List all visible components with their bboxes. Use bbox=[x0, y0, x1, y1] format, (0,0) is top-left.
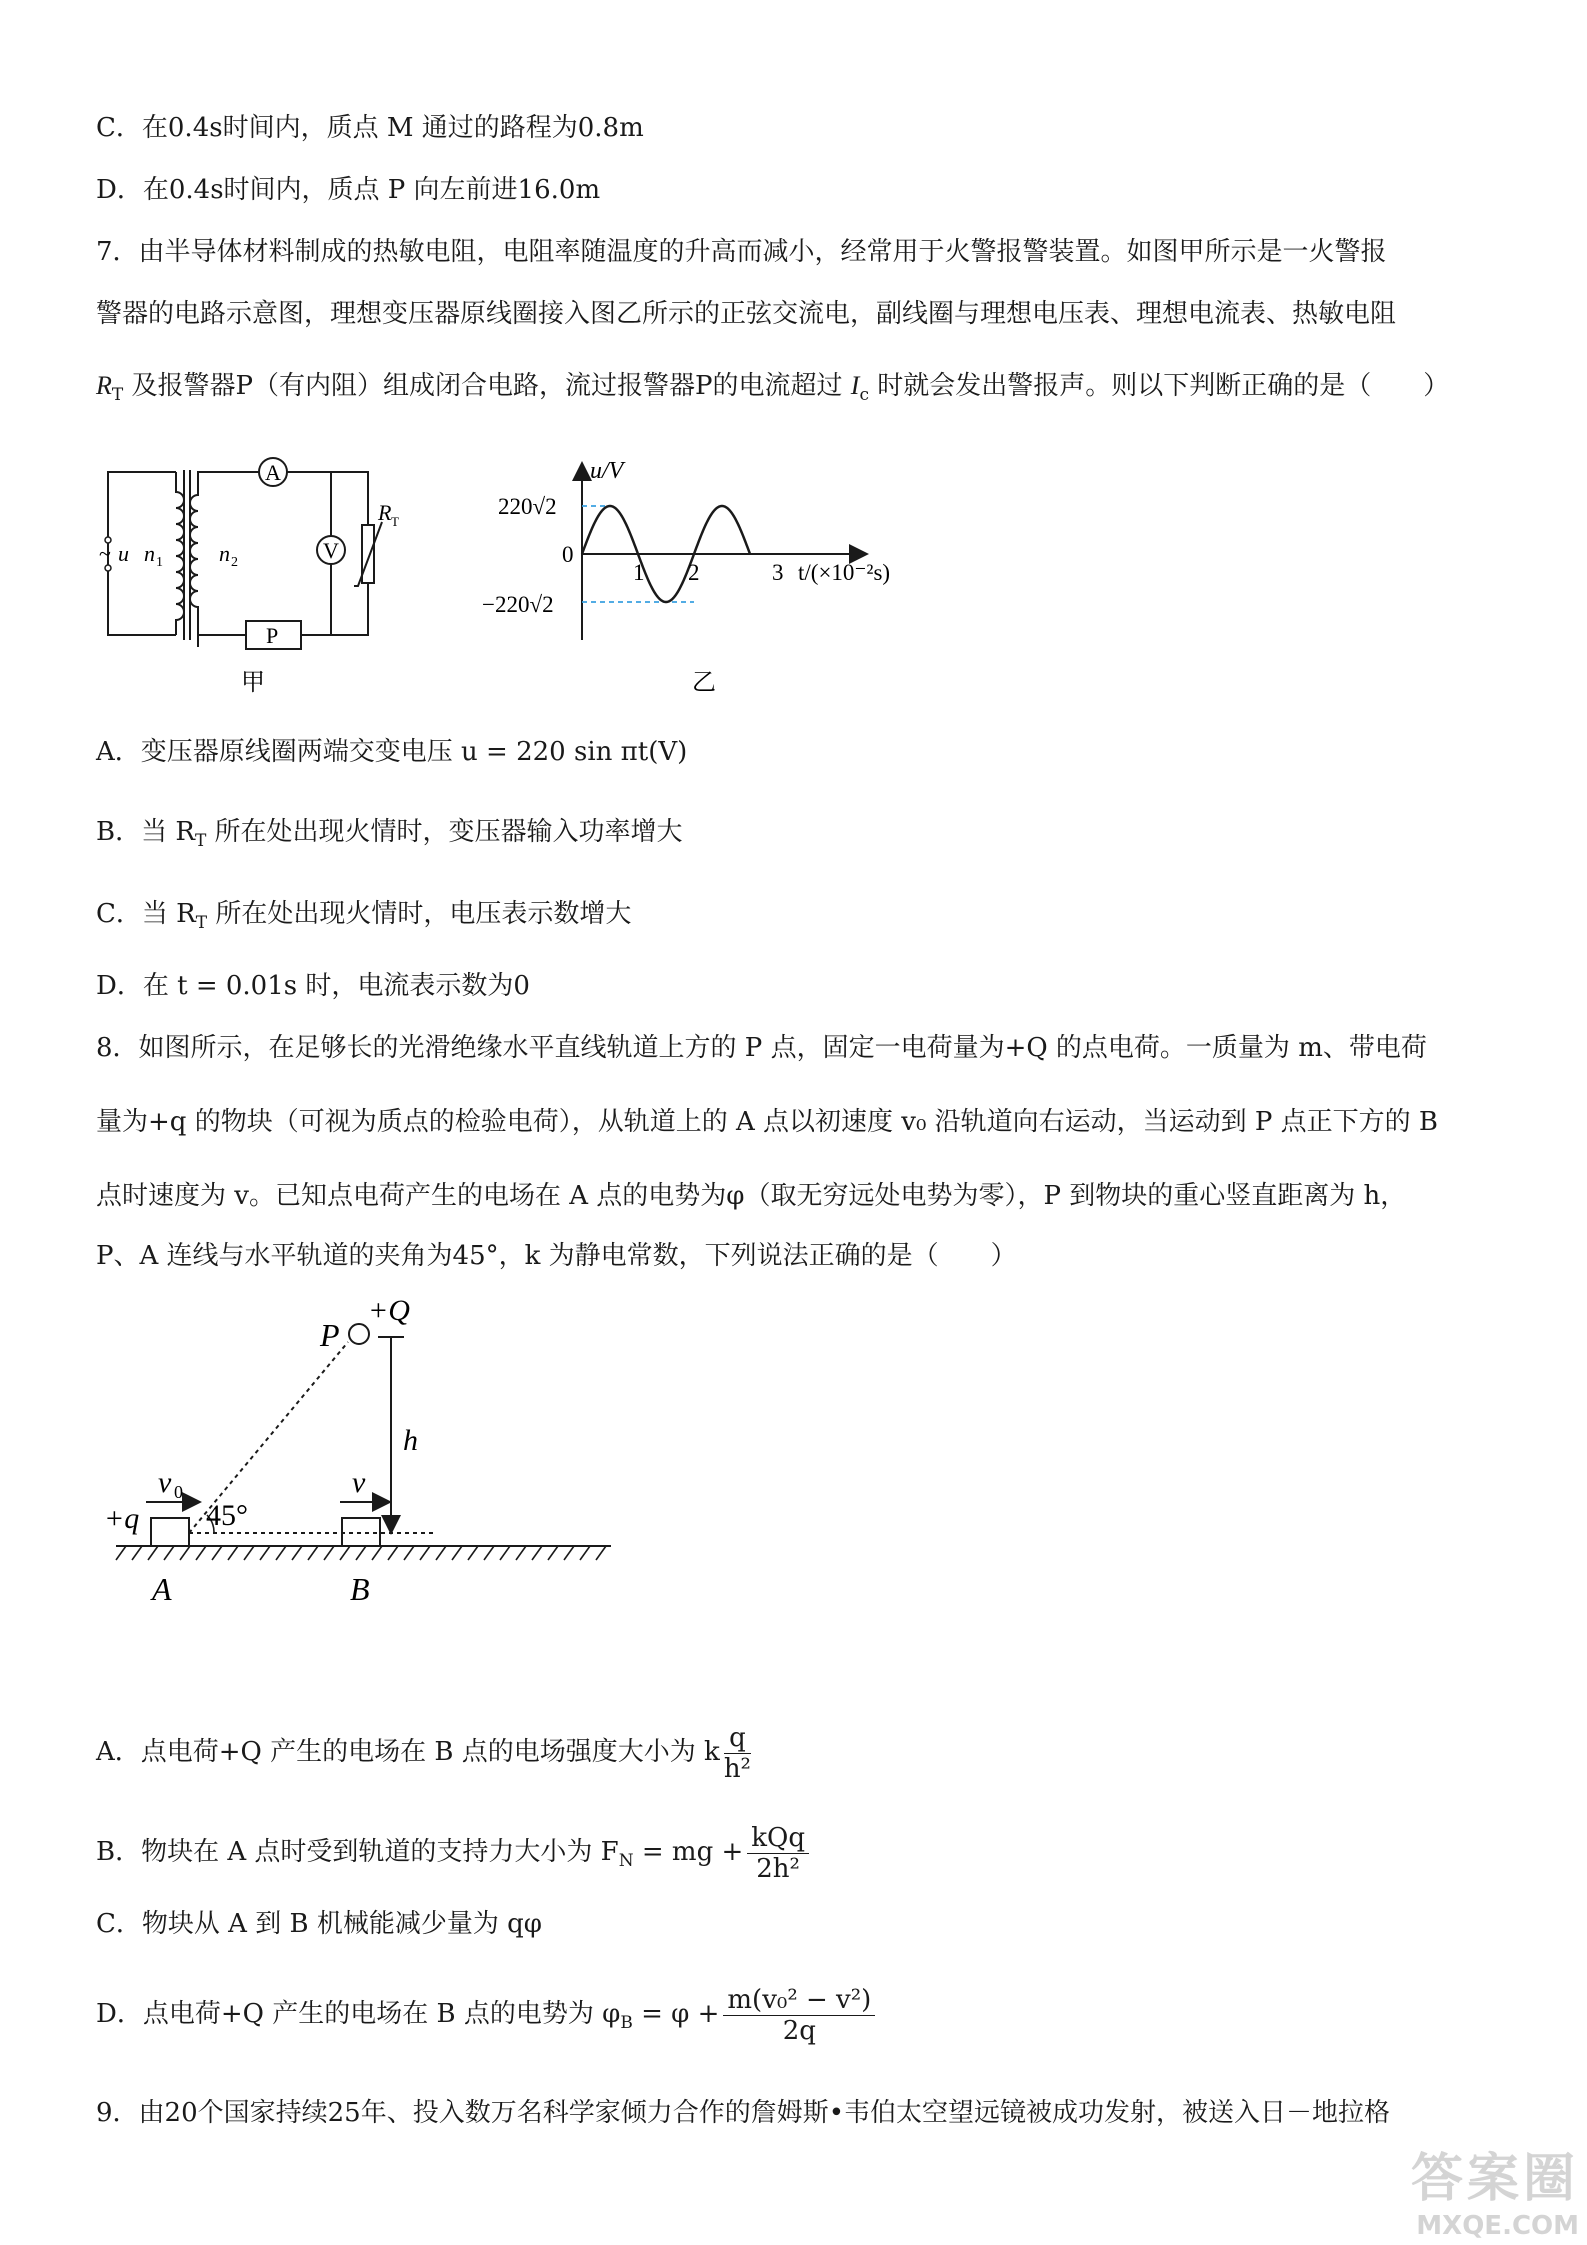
q7-option-c bbox=[96, 896, 631, 941]
q8-stem-line4: P、A 连线与水平轨道的夹角为45°，k 为静电常数，下列说法正确的是（ ） bbox=[96, 1241, 1017, 1271]
figure-caption-jia: 甲 bbox=[241, 670, 265, 696]
point-b-label: B bbox=[350, 1571, 370, 1607]
q7-option-c-text: C．当 R bbox=[96, 899, 196, 929]
q7-option-d: D．在 t = 0.01s 时，电流表示数为0 bbox=[96, 971, 530, 1001]
ac-symbol: ~ bbox=[99, 541, 111, 566]
charge-track-diagram bbox=[96, 1290, 636, 1620]
q8-option-d-denominator: 2q bbox=[782, 2015, 816, 2046]
q7-option-b-sub: T bbox=[194, 831, 207, 852]
u-label: u bbox=[118, 541, 129, 566]
q7-stem-line1: 7．由半导体材料制成的热敏电阻，电阻率随温度的升高而减小，经常用于火警报警装置。如图甲所示是一火警报 bbox=[96, 237, 1387, 267]
voltmeter-label: V bbox=[323, 538, 339, 563]
q8-option-b-eq: = mg + bbox=[633, 1837, 744, 1867]
rt-subscript: T bbox=[111, 385, 124, 406]
v0-label: v bbox=[158, 1466, 172, 1499]
q8-option-c: C．物块从 A 到 B 机械能减少量为 qφ bbox=[96, 1909, 542, 1939]
q8-option-a-text: A．点电荷+Q 产生的电场在 B 点的电场强度大小为 k bbox=[96, 1737, 720, 1767]
q8-option-d-eq: = φ + bbox=[632, 1999, 720, 2029]
height-label: h bbox=[403, 1424, 418, 1457]
point-p-label: P bbox=[320, 1317, 340, 1353]
q8-stem-line3: 点时速度为 v。已知点电荷产生的电场在 A 点的电势为φ（取无穷远处电势为零），P 到物块的重心竖直距离为 h， bbox=[96, 1181, 1407, 1211]
q7-stem-line3 bbox=[96, 368, 1449, 413]
q8-option-d-sub: B bbox=[620, 2013, 633, 2034]
point-a-label: A bbox=[152, 1571, 172, 1607]
q8-option-b-fraction bbox=[747, 1823, 809, 1884]
rt-label: R bbox=[378, 500, 392, 525]
x-axis-label: t/(×10⁻²s) bbox=[798, 560, 891, 585]
rt-symbol: R bbox=[96, 371, 112, 400]
rt-label-subscript: T bbox=[391, 514, 399, 529]
origin-label: 0 bbox=[562, 542, 574, 567]
circuit-diagram bbox=[96, 450, 399, 700]
tick-label-1: 1 bbox=[633, 560, 645, 585]
y-max-label: 220√2 bbox=[498, 494, 557, 519]
q9-stem-line1: 9．由20个国家持续25年、投入数万名科学家倾力合作的詹姆斯•韦伯太空望远镜被成功发射，被送入日－地拉格 bbox=[96, 2098, 1391, 2128]
ammeter-label: A bbox=[265, 460, 281, 485]
q8-option-d-numerator: m(v₀² − v²) bbox=[723, 1985, 875, 2016]
angle-label: 45° bbox=[206, 1499, 248, 1532]
n1-label: n bbox=[144, 541, 155, 566]
y-axis-label: u/V bbox=[590, 458, 624, 484]
q7-stem-line2: 警器的电路示意图，理想变压器原线圈接入图乙所示的正弦交流电，副线圈与理想电压表、理想电流表、热敏电阻 bbox=[96, 299, 1397, 329]
q7-option-c-rest: 所在处出现火情时，电压表示数增大 bbox=[207, 899, 632, 929]
n1-subscript: 1 bbox=[156, 555, 163, 570]
tick-label-3: 3 bbox=[772, 560, 784, 585]
q8-option-d bbox=[96, 1976, 879, 2061]
q8-option-d-fraction bbox=[723, 1985, 875, 2046]
q8-option-a bbox=[96, 1718, 755, 1786]
q8-option-b-denominator: 2h² bbox=[756, 1853, 800, 1884]
q8-option-b-text: B．物块在 A 点时受到轨道的支持力大小为 F bbox=[96, 1837, 619, 1867]
watermark-logo bbox=[1411, 2136, 1579, 2241]
q7-stem-text-b: 时就会发出警报声。则以下判断正确的是（ ） bbox=[868, 371, 1450, 401]
v-label: v bbox=[352, 1466, 366, 1499]
charge-label: +Q bbox=[368, 1294, 410, 1327]
q7-option-a: A．变压器原线圈两端交变电压 u = 220 sin πt(V) bbox=[96, 737, 688, 767]
q8-option-a-denominator: h² bbox=[723, 1753, 751, 1784]
tick-label-2: 2 bbox=[688, 560, 700, 585]
q6-option-d: D．在0.4s时间内，质点 P 向左前进16.0m bbox=[96, 175, 601, 205]
q8-option-b bbox=[96, 1818, 813, 1895]
q-label: +q bbox=[104, 1502, 140, 1535]
y-min-label: −220√2 bbox=[482, 592, 554, 617]
q8-option-b-sub: N bbox=[618, 1851, 634, 1872]
ic-subscript: c bbox=[859, 385, 869, 406]
q8-option-b-numerator: kQq bbox=[747, 1823, 809, 1854]
q7-option-b bbox=[96, 814, 683, 859]
alarm-label: P bbox=[266, 623, 279, 648]
waveform-graph bbox=[470, 450, 940, 700]
n2-label: n bbox=[219, 541, 230, 566]
q7-option-c-sub: T bbox=[195, 913, 208, 934]
q7-option-b-text: B．当 R bbox=[96, 817, 195, 847]
q8-stem-line1: 8．如图所示，在足够长的光滑绝缘水平直线轨道上方的 P 点，固定一电荷量为+Q 的点电荷。一质量为 m、带电荷 bbox=[96, 1033, 1427, 1063]
n2-subscript: 2 bbox=[231, 555, 238, 570]
v0-subscript: 0 bbox=[174, 1482, 183, 1502]
q6-option-c: C．在0.4s时间内，质点 M 通过的路程为0.8m bbox=[96, 113, 644, 143]
q8-option-d-text: D．点电荷+Q 产生的电场在 B 点的电势为 φ bbox=[96, 1999, 621, 2029]
q7-option-b-rest: 所在处出现火情时，变压器输入功率增大 bbox=[206, 817, 683, 847]
ic-symbol: I bbox=[850, 371, 860, 400]
q8-option-a-numerator: q bbox=[724, 1723, 751, 1754]
watermark-text: 答案圈 bbox=[1410, 2149, 1579, 2209]
watermark-domain: MXQE.COM bbox=[1416, 2211, 1579, 2241]
figure-caption-yi: 乙 bbox=[692, 670, 716, 696]
q8-stem-line2: 量为+q 的物块（可视为质点的检验电荷），从轨道上的 A 点以初速度 v₀ 沿轨道向右运动，当运动到 P 点正下方的 B bbox=[96, 1107, 1439, 1137]
q7-stem-text-a: 及报警器P（有内阻）组成闭合电路，流过报警器P的电流超过 bbox=[123, 371, 851, 401]
q8-option-a-fraction bbox=[724, 1723, 751, 1784]
